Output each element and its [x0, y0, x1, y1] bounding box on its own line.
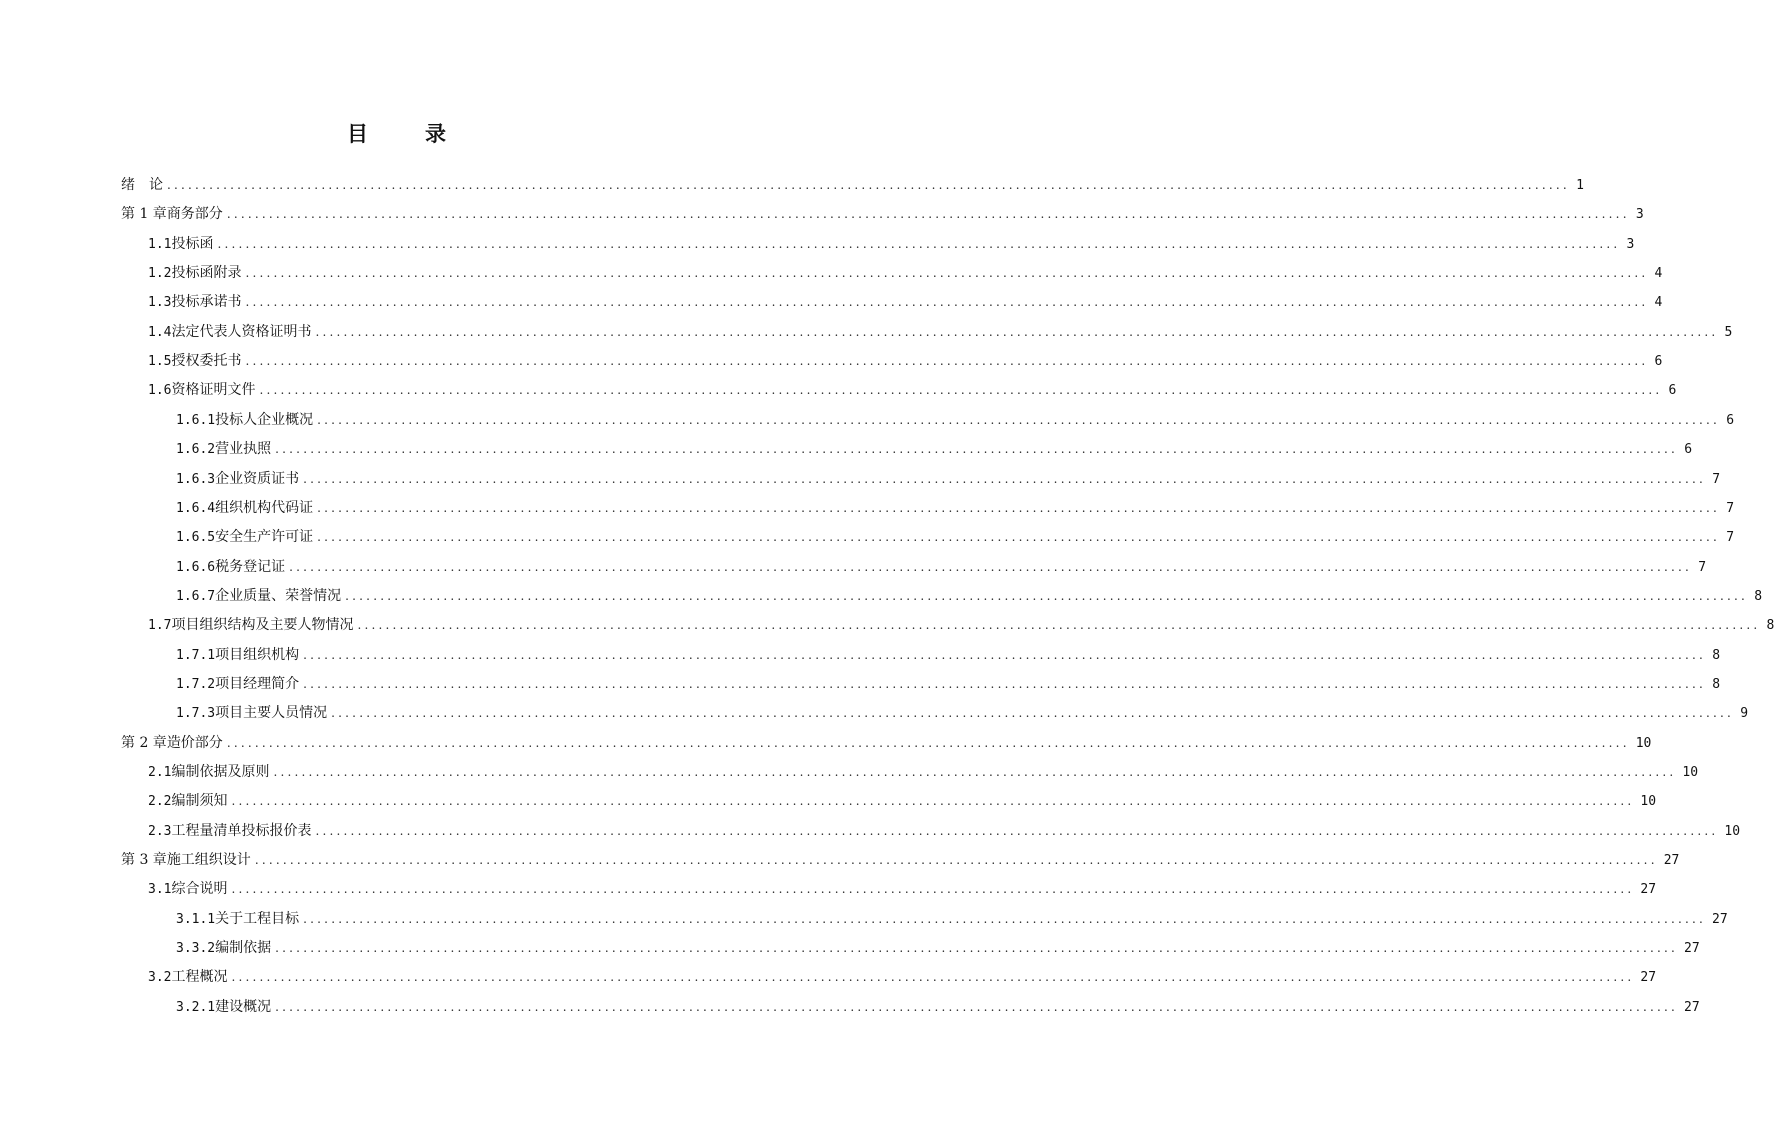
toc-leader-dots: ........................................................................................................................................................................................................ — [303, 676, 1707, 691]
toc-entry-label: 编制须知 — [171, 793, 228, 810]
toc-entry[interactable] — [176, 993, 1700, 1022]
toc-leader-dots: ........................................................................................................................................................................................................ — [303, 471, 1707, 486]
toc-entry[interactable] — [176, 465, 1721, 494]
toc-entry-page: 3 — [1635, 207, 1644, 223]
toc-entry-number: 绪 论 — [121, 177, 163, 193]
toc-entry-page: 27 — [1684, 941, 1700, 957]
toc-leader-dots: ........................................................................................................................................................................................................ — [289, 559, 1693, 574]
toc-entry-page: 27 — [1640, 970, 1657, 986]
toc-entry[interactable] — [176, 641, 1721, 670]
toc-entry[interactable] — [148, 376, 1677, 405]
toc-entry-page: 7 — [1698, 559, 1707, 575]
toc-leader-dots: ........................................................................................................................................................................................................ — [226, 735, 1630, 750]
toc-entry-label: 企业质量、荣誉情况 — [215, 587, 342, 604]
toc-entry-label: 投标函附录 — [171, 265, 242, 282]
toc-entry-number: 1.1 — [148, 236, 172, 252]
toc-entry-number: 1.7.1 — [176, 647, 216, 663]
toc-entry-number: 3.1 — [148, 882, 172, 898]
toc-leader-dots: ........................................................................................................................................................................................................ — [231, 794, 1635, 809]
toc-leader-dots: ........................................................................................................................................................................................................ — [315, 823, 1719, 838]
toc-entry-number: 3.2 — [148, 970, 172, 986]
toc-entry[interactable] — [148, 318, 1733, 347]
toc-entry[interactable] — [176, 934, 1700, 963]
toc-entry-number: 2.2 — [148, 794, 172, 810]
toc-entry-label: 法定代表人资格证明书 — [171, 323, 312, 340]
toc-leader-dots: ........................................................................................................................................................................................................ — [226, 207, 1630, 222]
toc-entry[interactable] — [176, 582, 1763, 611]
toc-entry-label: 项目经理简介 — [215, 675, 300, 692]
toc-entry-number: 1.6.1 — [176, 412, 216, 428]
toc-entry-label: 投标承诺书 — [171, 294, 242, 311]
toc-leader-dots: ........................................................................................................................................................................................................ — [231, 970, 1635, 985]
toc-entry-label: 税务登记证 — [215, 558, 286, 575]
toc-entry[interactable] — [148, 787, 1657, 816]
toc-entry-page: 27 — [1663, 853, 1680, 869]
toc-leader-dots: ........................................................................................................................................................................................................ — [303, 647, 1707, 662]
toc-entry-number: 1.6.2 — [176, 442, 216, 458]
toc-entry-page: 10 — [1635, 735, 1652, 751]
toc-entry-label: 综合说明 — [171, 881, 228, 898]
toc-entry[interactable] — [121, 729, 1652, 758]
toc-leader-dots: ........................................................................................................................................................................................................ — [275, 442, 1679, 457]
toc-leader-dots: ........................................................................................................................................................................................................ — [315, 324, 1719, 339]
toc-entry-page: 6 — [1726, 412, 1735, 428]
toc-entry-label: 造价部分 — [166, 734, 223, 751]
toc-entry-page: 7 — [1726, 530, 1735, 546]
toc-entry[interactable] — [148, 347, 1663, 376]
toc-entry-number: 1.7.3 — [176, 706, 216, 722]
toc-entry[interactable] — [176, 905, 1728, 934]
toc-entry-label: 编制依据及原则 — [171, 764, 270, 780]
toc-leader-dots: ........................................................................................................................................................................................................ — [245, 295, 1649, 310]
toc-entry-number: 1.2 — [148, 266, 172, 282]
toc-entry[interactable] — [148, 817, 1741, 846]
toc-entry-label: 编制依据 — [215, 940, 272, 957]
toc-entry-page: 8 — [1754, 588, 1763, 604]
toc-entry-page: 9 — [1740, 706, 1749, 722]
toc-entry-page: 10 — [1724, 823, 1741, 839]
toc-entry-page: 4 — [1654, 295, 1663, 311]
toc-entry-number: 2.1 — [148, 765, 172, 780]
toc-entry-label: 组织机构代码证 — [215, 499, 314, 516]
toc-entry-number: 1.6.3 — [176, 471, 216, 487]
toc-entry-number: 第 2 章 — [121, 734, 167, 751]
toc-entry-number: 1.6.6 — [176, 559, 216, 575]
toc-entry-label: 授权委托书 — [171, 353, 242, 370]
toc-entry-label: 营业执照 — [215, 441, 272, 458]
toc-entry[interactable] — [148, 288, 1663, 317]
toc-entry-label: 项目主要人员情况 — [215, 705, 328, 722]
toc-entry-number: 3.3.2 — [176, 941, 216, 957]
toc-entry[interactable] — [121, 846, 1680, 875]
toc-leader-dots: ........................................................................................................................................................................................................ — [345, 588, 1749, 603]
toc-entry-page: 8 — [1712, 676, 1721, 692]
toc-entry[interactable] — [148, 259, 1663, 288]
toc-entry[interactable] — [176, 435, 1693, 464]
toc-entry-number: 1.7 — [148, 618, 172, 634]
toc-entry-number: 第 1 章 — [121, 206, 167, 223]
toc-entry-number: 3.2.1 — [176, 999, 216, 1015]
toc-entry-page: 27 — [1640, 882, 1657, 898]
toc-leader-dots: ........................................................................................................................................................................................................ — [317, 500, 1721, 515]
toc-entry[interactable] — [148, 230, 1635, 259]
toc-entry-page: 10 — [1640, 794, 1657, 810]
toc-entry-number: 1.6.5 — [176, 530, 216, 546]
toc-entry-page: 5 — [1724, 324, 1733, 340]
toc-leader-dots: ........................................................................................................................................................................................................ — [357, 618, 1761, 633]
toc-leader-dots: ........................................................................................................................................................................................................ — [167, 178, 1570, 192]
toc-entry-label: 资格证明文件 — [171, 382, 256, 399]
toc-entry-number: 3.1.1 — [176, 911, 216, 927]
toc-leader-dots: ........................................................................................................................................................................................................ — [254, 853, 1658, 868]
toc-entry[interactable] — [148, 611, 1774, 640]
toc-entry[interactable] — [121, 171, 1584, 200]
toc-leader-dots: ........................................................................................................................................................................................................ — [245, 266, 1649, 281]
toc-entry-label: 项目组织结构及主要人物情况 — [171, 617, 354, 634]
toc-entry-number: 1.6.7 — [176, 588, 216, 604]
toc-leader-dots: ........................................................................................................................................................................................................ — [275, 999, 1679, 1014]
toc-entry-number: 第 3 章 — [121, 852, 167, 869]
toc-entry-page: 7 — [1726, 500, 1735, 516]
toc-entry-page: 27 — [1684, 999, 1700, 1015]
toc-entry-page: 27 — [1712, 911, 1728, 927]
toc-entry-label: 安全生产许可证 — [215, 529, 314, 546]
toc-entry[interactable] — [148, 963, 1657, 992]
toc-entry-label: 商务部分 — [166, 206, 223, 223]
toc-leader-dots: ........................................................................................................................................................................................................ — [317, 412, 1721, 427]
toc-entry-number: 1.6.4 — [176, 500, 216, 516]
toc-entry-label: 企业资质证书 — [215, 470, 300, 487]
toc-entry[interactable] — [176, 553, 1707, 582]
toc-entry[interactable] — [176, 670, 1721, 699]
toc-entry-page: 10 — [1682, 765, 1699, 780]
toc-entry-number: 1.3 — [148, 295, 172, 311]
toc-entry[interactable] — [121, 200, 1644, 229]
toc-entry-label: 投标人企业概况 — [215, 411, 314, 428]
toc-leader-dots: ........................................................................................................................................................................................................ — [245, 354, 1649, 369]
toc-entry-page: 6 — [1668, 383, 1677, 399]
toc-entry-label: 工程量清单投标报价表 — [171, 822, 312, 839]
toc-entry-label: 建设概况 — [215, 998, 272, 1015]
toc-entry-number: 1.6 — [148, 383, 172, 399]
toc-entry-page: 7 — [1712, 471, 1721, 487]
toc-entry[interactable] — [176, 523, 1735, 552]
toc-entry-page: 8 — [1712, 647, 1721, 663]
toc-entry[interactable] — [148, 875, 1657, 904]
toc-entry-page: 3 — [1626, 236, 1635, 252]
toc-entry-label: 项目组织机构 — [215, 646, 300, 663]
toc-entry-page: 8 — [1766, 618, 1774, 634]
toc-leader-dots: ........................................................................................................................................................................................................ — [331, 706, 1735, 721]
toc-entry[interactable] — [176, 699, 1749, 728]
toc-leader-dots: ........................................................................................................................................................................................................ — [273, 765, 1677, 779]
toc-entry-number: 2.3 — [148, 823, 172, 839]
toc-entry-label: 投标函 — [171, 235, 214, 252]
toc-leader-dots: ........................................................................................................................................................................................................ — [303, 911, 1707, 926]
toc-entry-number: 1.4 — [148, 324, 172, 340]
toc-entry-page: 6 — [1654, 354, 1663, 370]
toc-entry-number: 1.5 — [148, 354, 172, 370]
toc-leader-dots: ........................................................................................................................................................................................................ — [231, 882, 1635, 897]
toc-leader-dots: ........................................................................................................................................................................................................ — [275, 941, 1679, 956]
toc-entry-number: 1.7.2 — [176, 676, 216, 692]
page-title: 目 录 — [347, 121, 464, 146]
toc-leader-dots: ........................................................................................................................................................................................................ — [259, 383, 1663, 398]
toc-entry-page: 1 — [1576, 178, 1584, 193]
toc-entry[interactable] — [148, 758, 1699, 787]
toc-entry-page: 6 — [1684, 442, 1693, 458]
toc-entry-page: 4 — [1654, 266, 1663, 282]
toc-entry-label: 施工组织设计 — [166, 852, 251, 869]
toc-leader-dots: ........................................................................................................................................................................................................ — [317, 530, 1721, 545]
toc-entry[interactable] — [176, 406, 1735, 435]
toc-entry-label: 工程概况 — [171, 969, 228, 986]
toc-entry[interactable] — [176, 494, 1735, 523]
toc-leader-dots: ........................................................................................................................................................................................................ — [217, 236, 1621, 251]
toc-entry-label: 关于工程目标 — [215, 910, 300, 927]
